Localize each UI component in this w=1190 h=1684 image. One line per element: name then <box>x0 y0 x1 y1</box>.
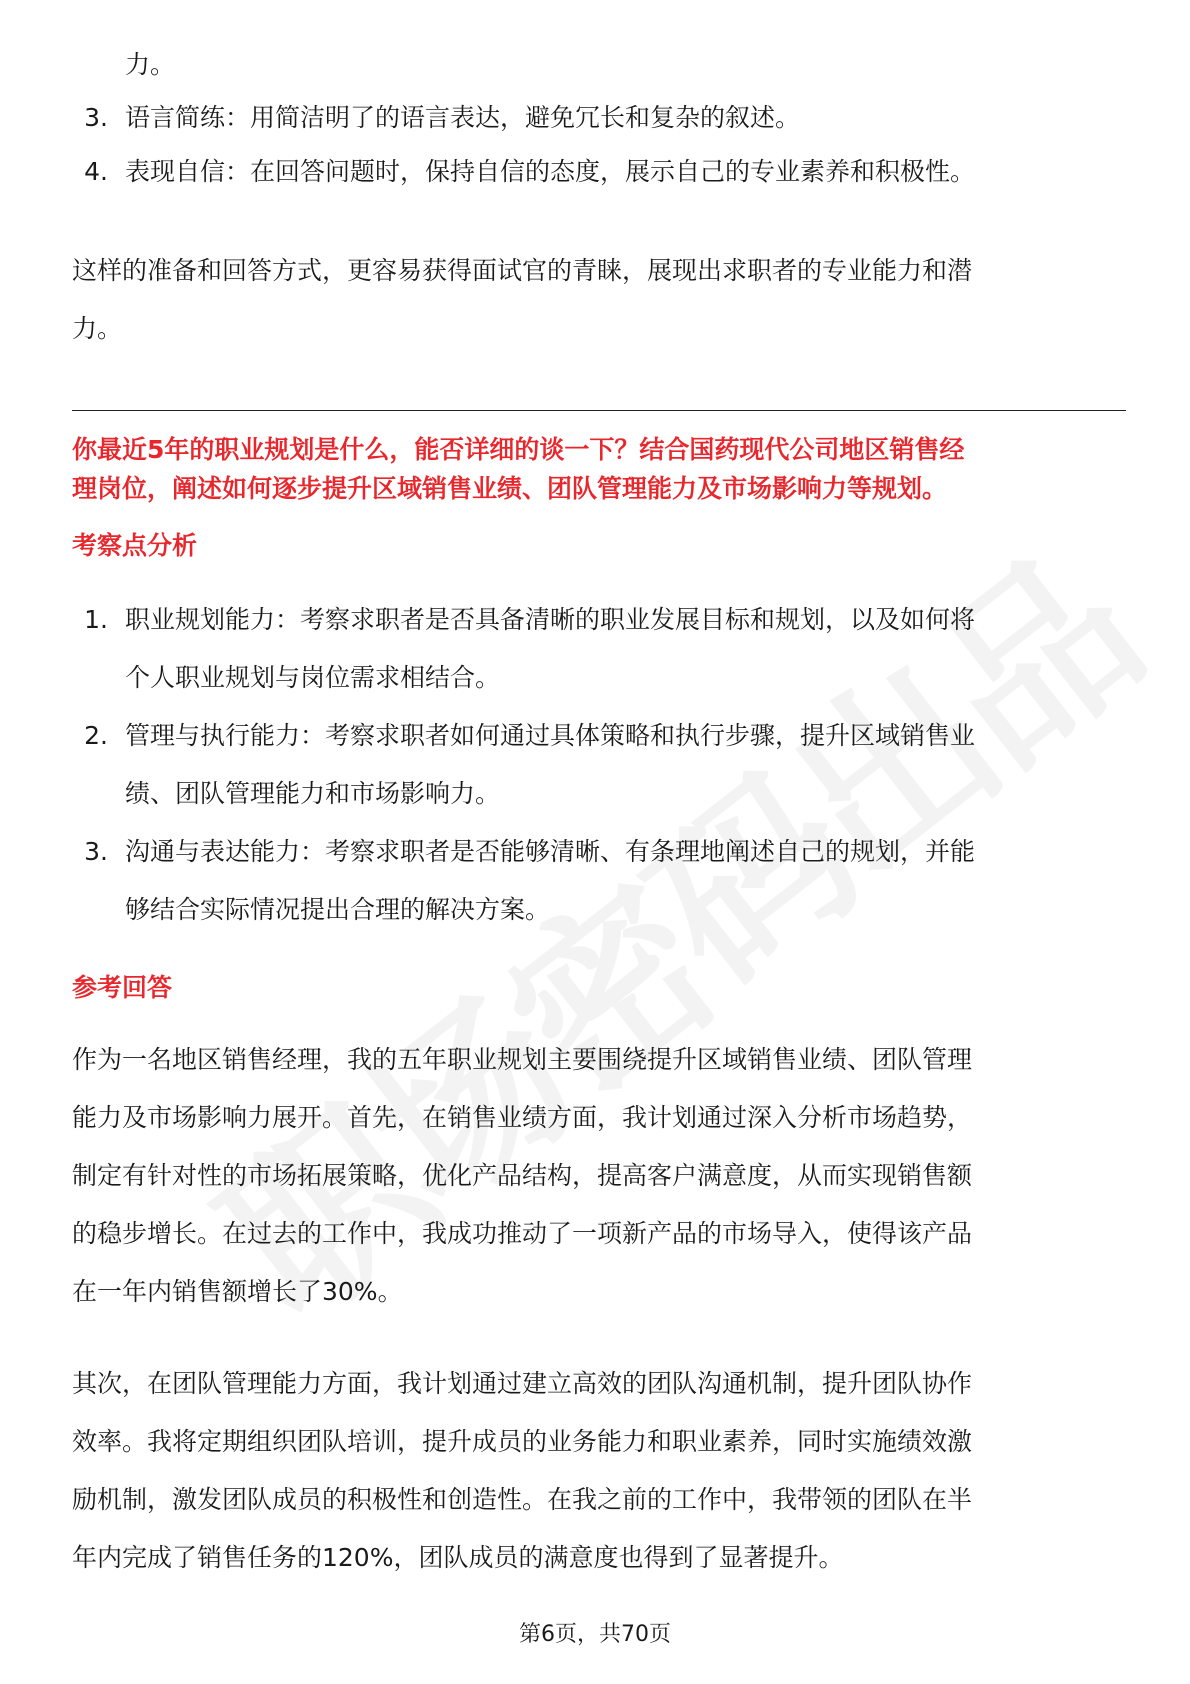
answer-paragraph-line: 的稳步增长。在过去的工作中，我成功推动了一项新产品的市场导入，使得该产品 <box>72 1219 973 1248</box>
list-item-text: 管理与执行能力：考察求职者如何通过具体策略和执行步骤，提升区域销售业 <box>125 721 976 750</box>
answer-paragraph-line: 其次，在团队管理能力方面，我计划通过建立高效的团队沟通机制，提升团队协作 <box>72 1369 973 1398</box>
answer-paragraph-line: 在一年内销售额增长了30%。 <box>72 1277 403 1306</box>
page-number-footer: 第6页，共70页 <box>519 1622 671 1647</box>
answer-paragraph-line: 年内完成了销售任务的120%，团队成员的满意度也得到了显著提升。 <box>72 1543 844 1572</box>
analysis-heading: 考察点分析 <box>72 531 198 560</box>
list-item-number: 2. <box>84 721 108 750</box>
section-divider <box>72 410 1126 411</box>
summary-paragraph-line: 这样的准备和回答方式，更容易获得面试官的青睐，展现出求职者的专业能力和潜 <box>72 256 973 285</box>
list-item-text: 个人职业规划与岗位需求相结合。 <box>125 663 501 692</box>
list-item-text: 表现自信：在回答问题时，保持自信的态度，展示自己的专业素养和积极性。 <box>125 157 976 186</box>
answer-paragraph-line: 效率。我将定期组织团队培训，提升成员的业务能力和职业素养，同时实施绩效激 <box>72 1427 973 1456</box>
answer-paragraph-line: 作为一名地区销售经理，我的五年职业规划主要围绕提升区域销售业绩、团队管理 <box>72 1045 973 1074</box>
list-item-text: 语言简练：用简洁明了的语言表达，避免冗长和复杂的叙述。 <box>125 103 801 132</box>
list-item-number: 1. <box>84 605 108 634</box>
answer-paragraph-line: 励机制，激发团队成员的积极性和创造性。在我之前的工作中，我带领的团队在半 <box>72 1485 973 1514</box>
list-item-text: 够结合实际情况提出合理的解决方案。 <box>125 895 551 924</box>
list-item-continuation: 力。 <box>125 50 176 79</box>
question-title-line: 你最近5年的职业规划是什么，能否详细的谈一下？结合国药现代公司地区销售经 <box>72 435 965 464</box>
list-item-text: 绩、团队管理能力和市场影响力。 <box>125 779 501 808</box>
list-item-text: 职业规划能力：考察求职者是否具备清晰的职业发展目标和规划，以及如何将 <box>125 605 976 634</box>
list-item-number: 4. <box>84 157 108 186</box>
watermark <box>147 407 1190 1474</box>
list-item-number: 3. <box>84 837 108 866</box>
answer-heading: 参考回答 <box>72 973 173 1002</box>
question-title-line: 理岗位，阐述如何逐步提升区域销售业绩、团队管理能力及市场影响力等规划。 <box>72 474 948 503</box>
answer-paragraph-line: 制定有针对性的市场拓展策略，优化产品结构，提高客户满意度，从而实现销售额 <box>72 1161 973 1190</box>
answer-paragraph-line: 能力及市场影响力展开。首先，在销售业绩方面，我计划通过深入分析市场趋势， <box>72 1103 973 1132</box>
list-item-text: 沟通与表达能力：考察求职者是否能够清晰、有条理地阐述自己的规划，并能 <box>125 837 976 866</box>
list-item-number: 3. <box>84 103 108 132</box>
summary-paragraph-line: 力。 <box>72 314 123 343</box>
